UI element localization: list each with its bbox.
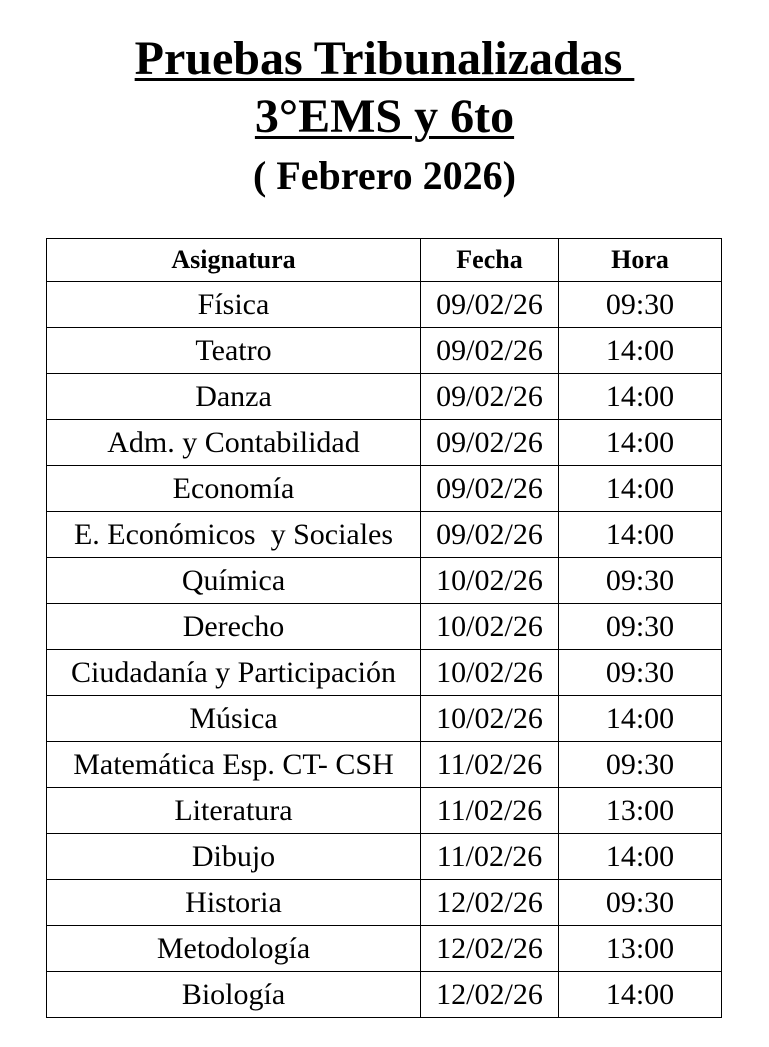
table-header-row: [47, 239, 722, 282]
table-row: [47, 604, 722, 650]
table-row: [47, 834, 722, 880]
table-row: [47, 696, 722, 742]
date-cell: 09/02/26: [421, 512, 559, 558]
subject-cell: Música: [47, 696, 421, 742]
title-block: [0, 30, 769, 204]
date-cell: 09/02/26: [421, 282, 559, 328]
time-cell: 09:30: [559, 650, 722, 696]
date-cell: 10/02/26: [421, 696, 559, 742]
subject-cell: E. Económicos y Sociales: [47, 512, 421, 558]
subject-cell: Ciudadanía y Participación: [47, 650, 421, 696]
header-fecha: Fecha: [421, 239, 559, 282]
time-cell: 09:30: [559, 282, 722, 328]
time-cell: 14:00: [559, 466, 722, 512]
time-cell: 14:00: [559, 972, 722, 1018]
date-cell: 09/02/26: [421, 420, 559, 466]
time-cell: 14:00: [559, 420, 722, 466]
header-hora: Hora: [559, 239, 722, 282]
date-cell: 11/02/26: [421, 834, 559, 880]
date-cell: 10/02/26: [421, 558, 559, 604]
table-row: [47, 558, 722, 604]
time-cell: 13:00: [559, 788, 722, 834]
table-row: [47, 374, 722, 420]
date-cell: 09/02/26: [421, 466, 559, 512]
table-row: [47, 512, 722, 558]
table-row: [47, 328, 722, 374]
date-cell: 12/02/26: [421, 972, 559, 1018]
table-row: [47, 972, 722, 1018]
time-cell: 09:30: [559, 604, 722, 650]
time-cell: 14:00: [559, 374, 722, 420]
time-cell: 09:30: [559, 742, 722, 788]
time-cell: 13:00: [559, 926, 722, 972]
table-body: [47, 282, 722, 1018]
table-row: [47, 420, 722, 466]
table-row: [47, 282, 722, 328]
subject-cell: Derecho: [47, 604, 421, 650]
subject-cell: Biología: [47, 972, 421, 1018]
subject-cell: Física: [47, 282, 421, 328]
time-cell: 14:00: [559, 512, 722, 558]
page-title-line-2: 3°EMS y 6to: [254, 90, 515, 143]
header-asignatura: Asignatura: [47, 239, 421, 282]
date-cell: 12/02/26: [421, 880, 559, 926]
table-row: [47, 926, 722, 972]
subject-cell: Danza: [47, 374, 421, 420]
subject-cell: Literatura: [47, 788, 421, 834]
time-cell: 09:30: [559, 880, 722, 926]
subject-cell: Química: [47, 558, 421, 604]
date-cell: 11/02/26: [421, 788, 559, 834]
subject-cell: Economía: [47, 466, 421, 512]
table-row: [47, 650, 722, 696]
time-cell: 14:00: [559, 328, 722, 374]
date-cell: 09/02/26: [421, 328, 559, 374]
subject-cell: Adm. y Contabilidad: [47, 420, 421, 466]
table-row: [47, 466, 722, 512]
date-cell: 12/02/26: [421, 926, 559, 972]
subject-cell: Teatro: [47, 328, 421, 374]
subject-cell: Historia: [47, 880, 421, 926]
schedule-table: [46, 238, 722, 1018]
subject-cell: Matemática Esp. CT- CSH: [47, 742, 421, 788]
table-row: [47, 880, 722, 926]
time-cell: 14:00: [559, 696, 722, 742]
date-cell: 10/02/26: [421, 604, 559, 650]
time-cell: 14:00: [559, 834, 722, 880]
subject-cell: Metodología: [47, 926, 421, 972]
subject-cell: Dibujo: [47, 834, 421, 880]
date-cell: 09/02/26: [421, 374, 559, 420]
date-cell: 11/02/26: [421, 742, 559, 788]
page-subtitle: ( Febrero 2026): [253, 153, 516, 198]
date-cell: 10/02/26: [421, 650, 559, 696]
table-row: [47, 788, 722, 834]
time-cell: 09:30: [559, 558, 722, 604]
page-title: Pruebas Tribunalizadas: [134, 32, 635, 85]
table-row: [47, 742, 722, 788]
